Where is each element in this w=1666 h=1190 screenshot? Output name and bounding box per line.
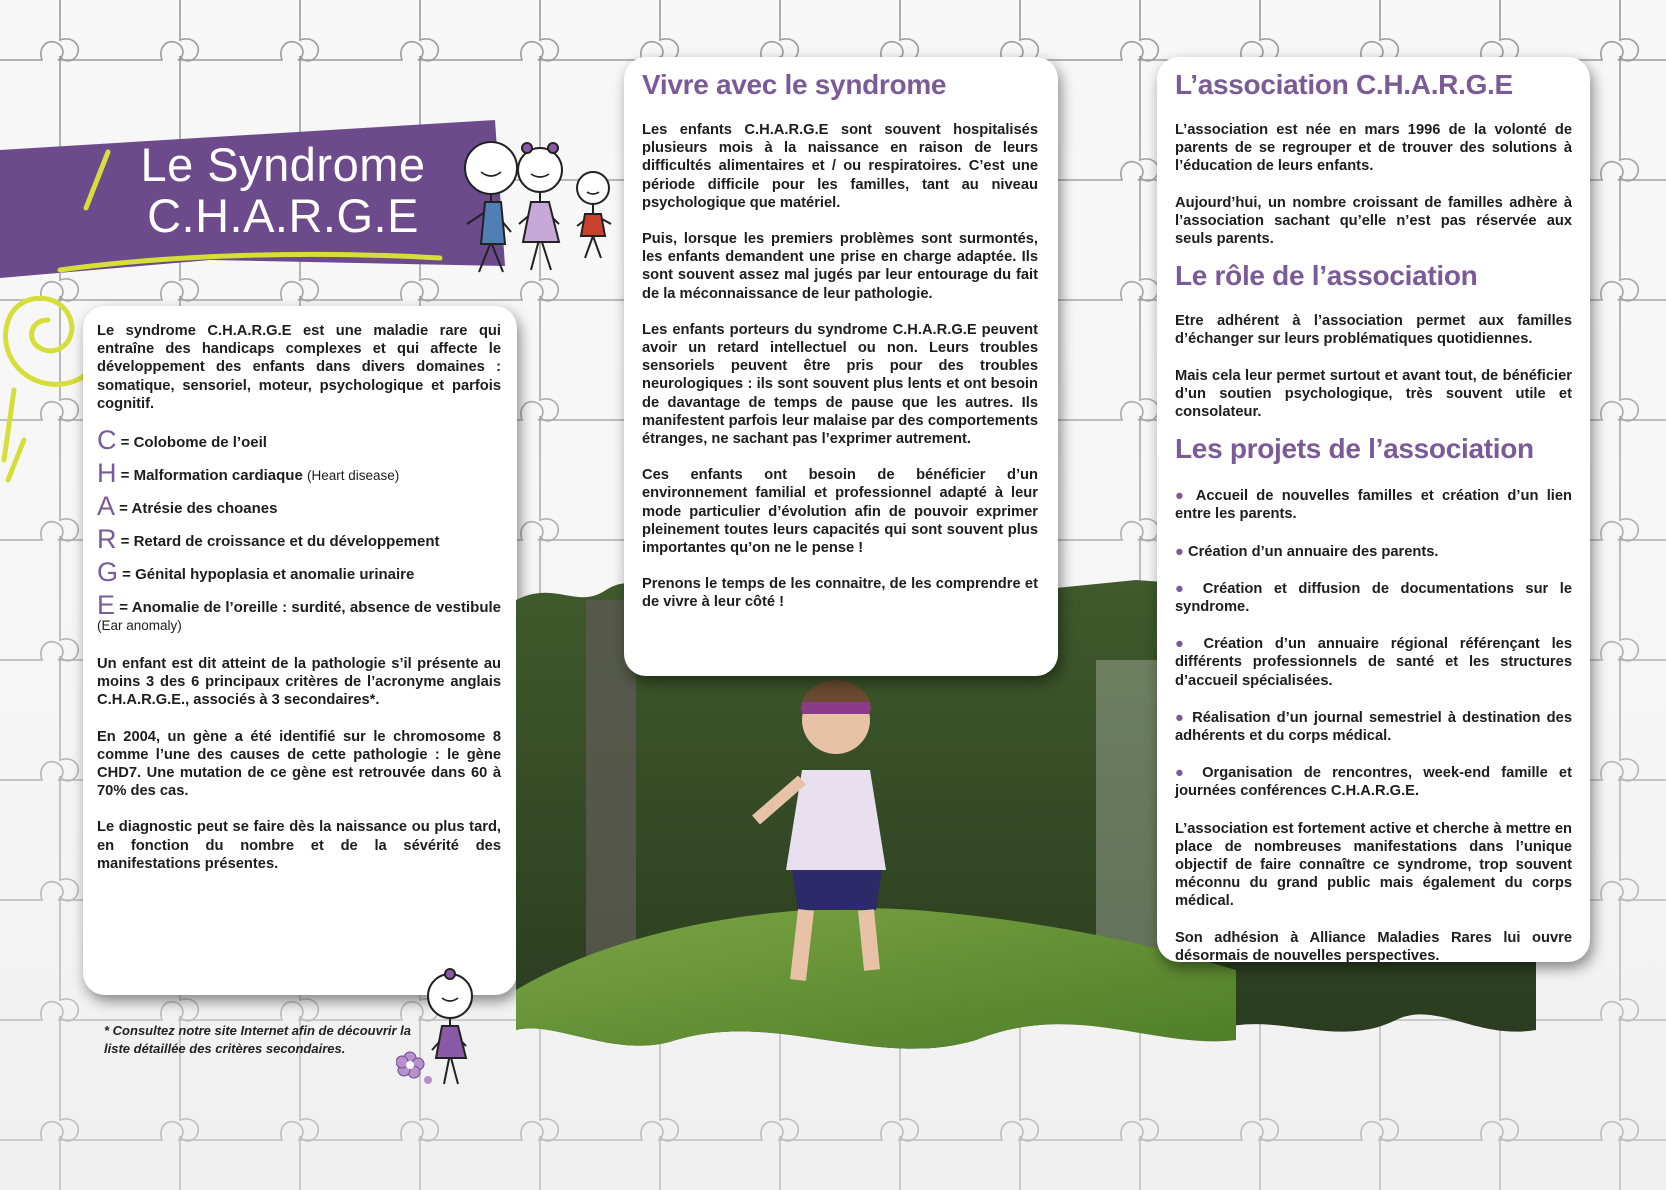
criterion-letter: G (97, 557, 119, 588)
association-paragraph-1: L’association est née en mars 1996 de la volonté de parents de se regrouper et de trouver des solutions à l’éducation de leurs enfants. (1175, 122, 1572, 175)
criterion-h (97, 458, 501, 489)
footnote: * Consultez notre site Internet afin de découvrir la liste détaillée des critères secondaires. (104, 1023, 412, 1056)
list-item (1175, 709, 1572, 745)
list-item (1175, 543, 1572, 561)
project-text: Organisation de rencontres, week-end famille et journées conférences C.H.A.R.G.E. (1175, 765, 1572, 800)
bullet-icon: ● (1175, 580, 1192, 597)
gene-paragraph: En 2004, un gène a été identifié sur le chromosome 8 comme l’une des causes de cette pathologie : le gène CHD7. Une mutation de ce gène est retrouvée dans 60 à 70% des cas. (97, 728, 501, 800)
bullet-icon: ● (1175, 709, 1186, 726)
criterion-e (97, 590, 501, 635)
criterion-text: = Colobome de l’oeil (116, 434, 267, 452)
project-text: Accueil de nouvelles familles et création d’un lien entre les parents. (1175, 488, 1572, 523)
criterion-letter: C (97, 425, 117, 456)
page-title (118, 139, 448, 241)
criterion-c (97, 425, 501, 456)
criterion-letter: H (97, 458, 117, 489)
syndrome-description-panel (83, 306, 517, 995)
association-heading: L’association C.H.A.R.G.E (1175, 69, 1513, 100)
criterion-letter: E (97, 590, 116, 621)
criterion-a (97, 491, 501, 522)
criteria-list (97, 425, 501, 635)
list-item (1175, 580, 1572, 616)
alliance-paragraph: Son adhésion à Alliance Maladies Rares lui ouvre désormais de nouvelles perspectives. (1175, 929, 1572, 964)
criterion-text: = Anomalie de l’oreille : surdité, absence de vestibule (115, 599, 501, 617)
criterion-r (97, 524, 501, 555)
list-item (1175, 764, 1572, 800)
role-paragraph-2: Mais cela leur permet surtout et avant tout, de bénéficier d’un soutien psychologique, très souvent utile et consolateur. (1175, 367, 1572, 421)
criterion-letter: R (97, 524, 117, 555)
living-paragraph-4: Ces enfants ont besoin de bénéficier d’un environnement familial et professionnel adapté à leur mode particulier d’évolution afin de pouvoir exprimer pleinement toutes leurs capacités qui sont souvent plus importantes qu’on ne le pense ! (642, 467, 1038, 557)
criterion-text: = Génital hypoplasia et anomalie urinaire (118, 566, 415, 584)
association-paragraph-2: Aujourd’hui, un nombre croissant de familles adhère à l’association sachant qu’elle n’est pas réservée aux seuls parents. (1175, 194, 1572, 248)
title-line-1: Le Syndrome (140, 138, 426, 191)
list-item (1175, 487, 1572, 523)
project-text: Création d’un annuaire régional référençant les différents professionnels de santé et les structures d’accueil spécialisées. (1175, 636, 1572, 689)
projects-list (1175, 487, 1572, 800)
stick-figure-family-illustration (455, 132, 630, 277)
criterion-text: = Retard de croissance et du développement (116, 533, 440, 551)
bullet-icon: ● (1175, 765, 1191, 782)
living-with-syndrome-panel (624, 57, 1058, 676)
bullet-icon: ● (1175, 488, 1189, 505)
criterion-text: = Malformation cardiaque (116, 467, 307, 485)
living-paragraph-1: Les enfants C.H.A.R.G.E sont souvent hospitalisés plusieurs mois à la naissance en raison de leurs difficultés alimentaires et / ou respiratoires. C’est une période difficile pour les familles, tant au niveau psychologique que matériel. (642, 122, 1038, 211)
list-item (1175, 635, 1572, 690)
criterion-note: (Ear anomaly) (97, 618, 182, 634)
diagnosis-paragraph: Le diagnostic peut se faire dès la naissance ou plus tard, en fonction du nombre et de la sévérité des manifestations présentes. (97, 819, 501, 872)
criterion-text: = Atrésie des choanes (115, 500, 278, 518)
association-panel (1157, 57, 1590, 962)
living-paragraph-3: Les enfants porteurs du syndrome C.H.A.R.G.E peuvent avoir un retard intellectuel ou non. Leurs troubles sensoriels peuvent être pris pour des troubles neurologiques : ils sont souvent plus lents et ont besoin de davantage de temps de pause que les autres. Ils manifestent parfois leur malaise par des comportements étranges, ne sachant pas l’exprimer autrement. (642, 321, 1038, 448)
intro-paragraph: Le syndrome C.H.A.R.G.E est une maladie rare qui entraîne des handicaps complexes et qui affecte le développement des enfants dans divers domaines : somatique, sensoriel, moteur, psychologique et parfois cognitif. (97, 323, 501, 412)
bullet-icon: ● (1175, 636, 1192, 653)
project-text: Création d’un annuaire des parents. (1183, 543, 1439, 560)
pathology-paragraph: Un enfant est dit atteint de la pathologie s’il présente au moins 3 des 6 principaux critères de l’acronyme anglais C.H.A.R.G.E., associés à 3 secondaires*. (97, 656, 501, 709)
living-heading: Vivre avec le syndrome (642, 69, 947, 100)
living-paragraph-2: Puis, lorsque les premiers problèmes sont surmontés, les enfants demandent une prise en charge adaptée. Ils sont souvent assez mal jugés par leur entourage du fait de la méconnaissance de leur pathologie. (642, 231, 1038, 302)
living-paragraph-5: Prenons le temps de les connaitre, de les comprendre et de vivre à leur côté ! (642, 576, 1038, 611)
bullet-icon: ● (1175, 543, 1184, 560)
title-line-2: C.H.A.R.G.E (147, 189, 419, 242)
projects-heading: Les projets de l’association (1175, 433, 1534, 465)
role-paragraph-1: Etre adhérent à l’association permet aux familles d’échanger sur leurs problématiques quotidiennes. (1175, 313, 1572, 348)
criterion-note: (Heart disease) (306, 468, 400, 484)
project-text: Réalisation d’un journal semestriel à destination des adhérents et du corps médical. (1175, 709, 1572, 745)
criterion-g (97, 557, 501, 588)
project-text: Création et diffusion de documentations sur le syndrome. (1175, 580, 1572, 616)
association-activity-paragraph: L’association est fortement active et cherche à mettre en place de nombreuses manifestations dans l’unique objectif de faire connaître ce syndrome, trop souvent méconnu du grand public mais également du corps médical. (1175, 820, 1572, 910)
criterion-letter: A (97, 491, 116, 522)
role-heading: Le rôle de l’association (1175, 260, 1478, 292)
